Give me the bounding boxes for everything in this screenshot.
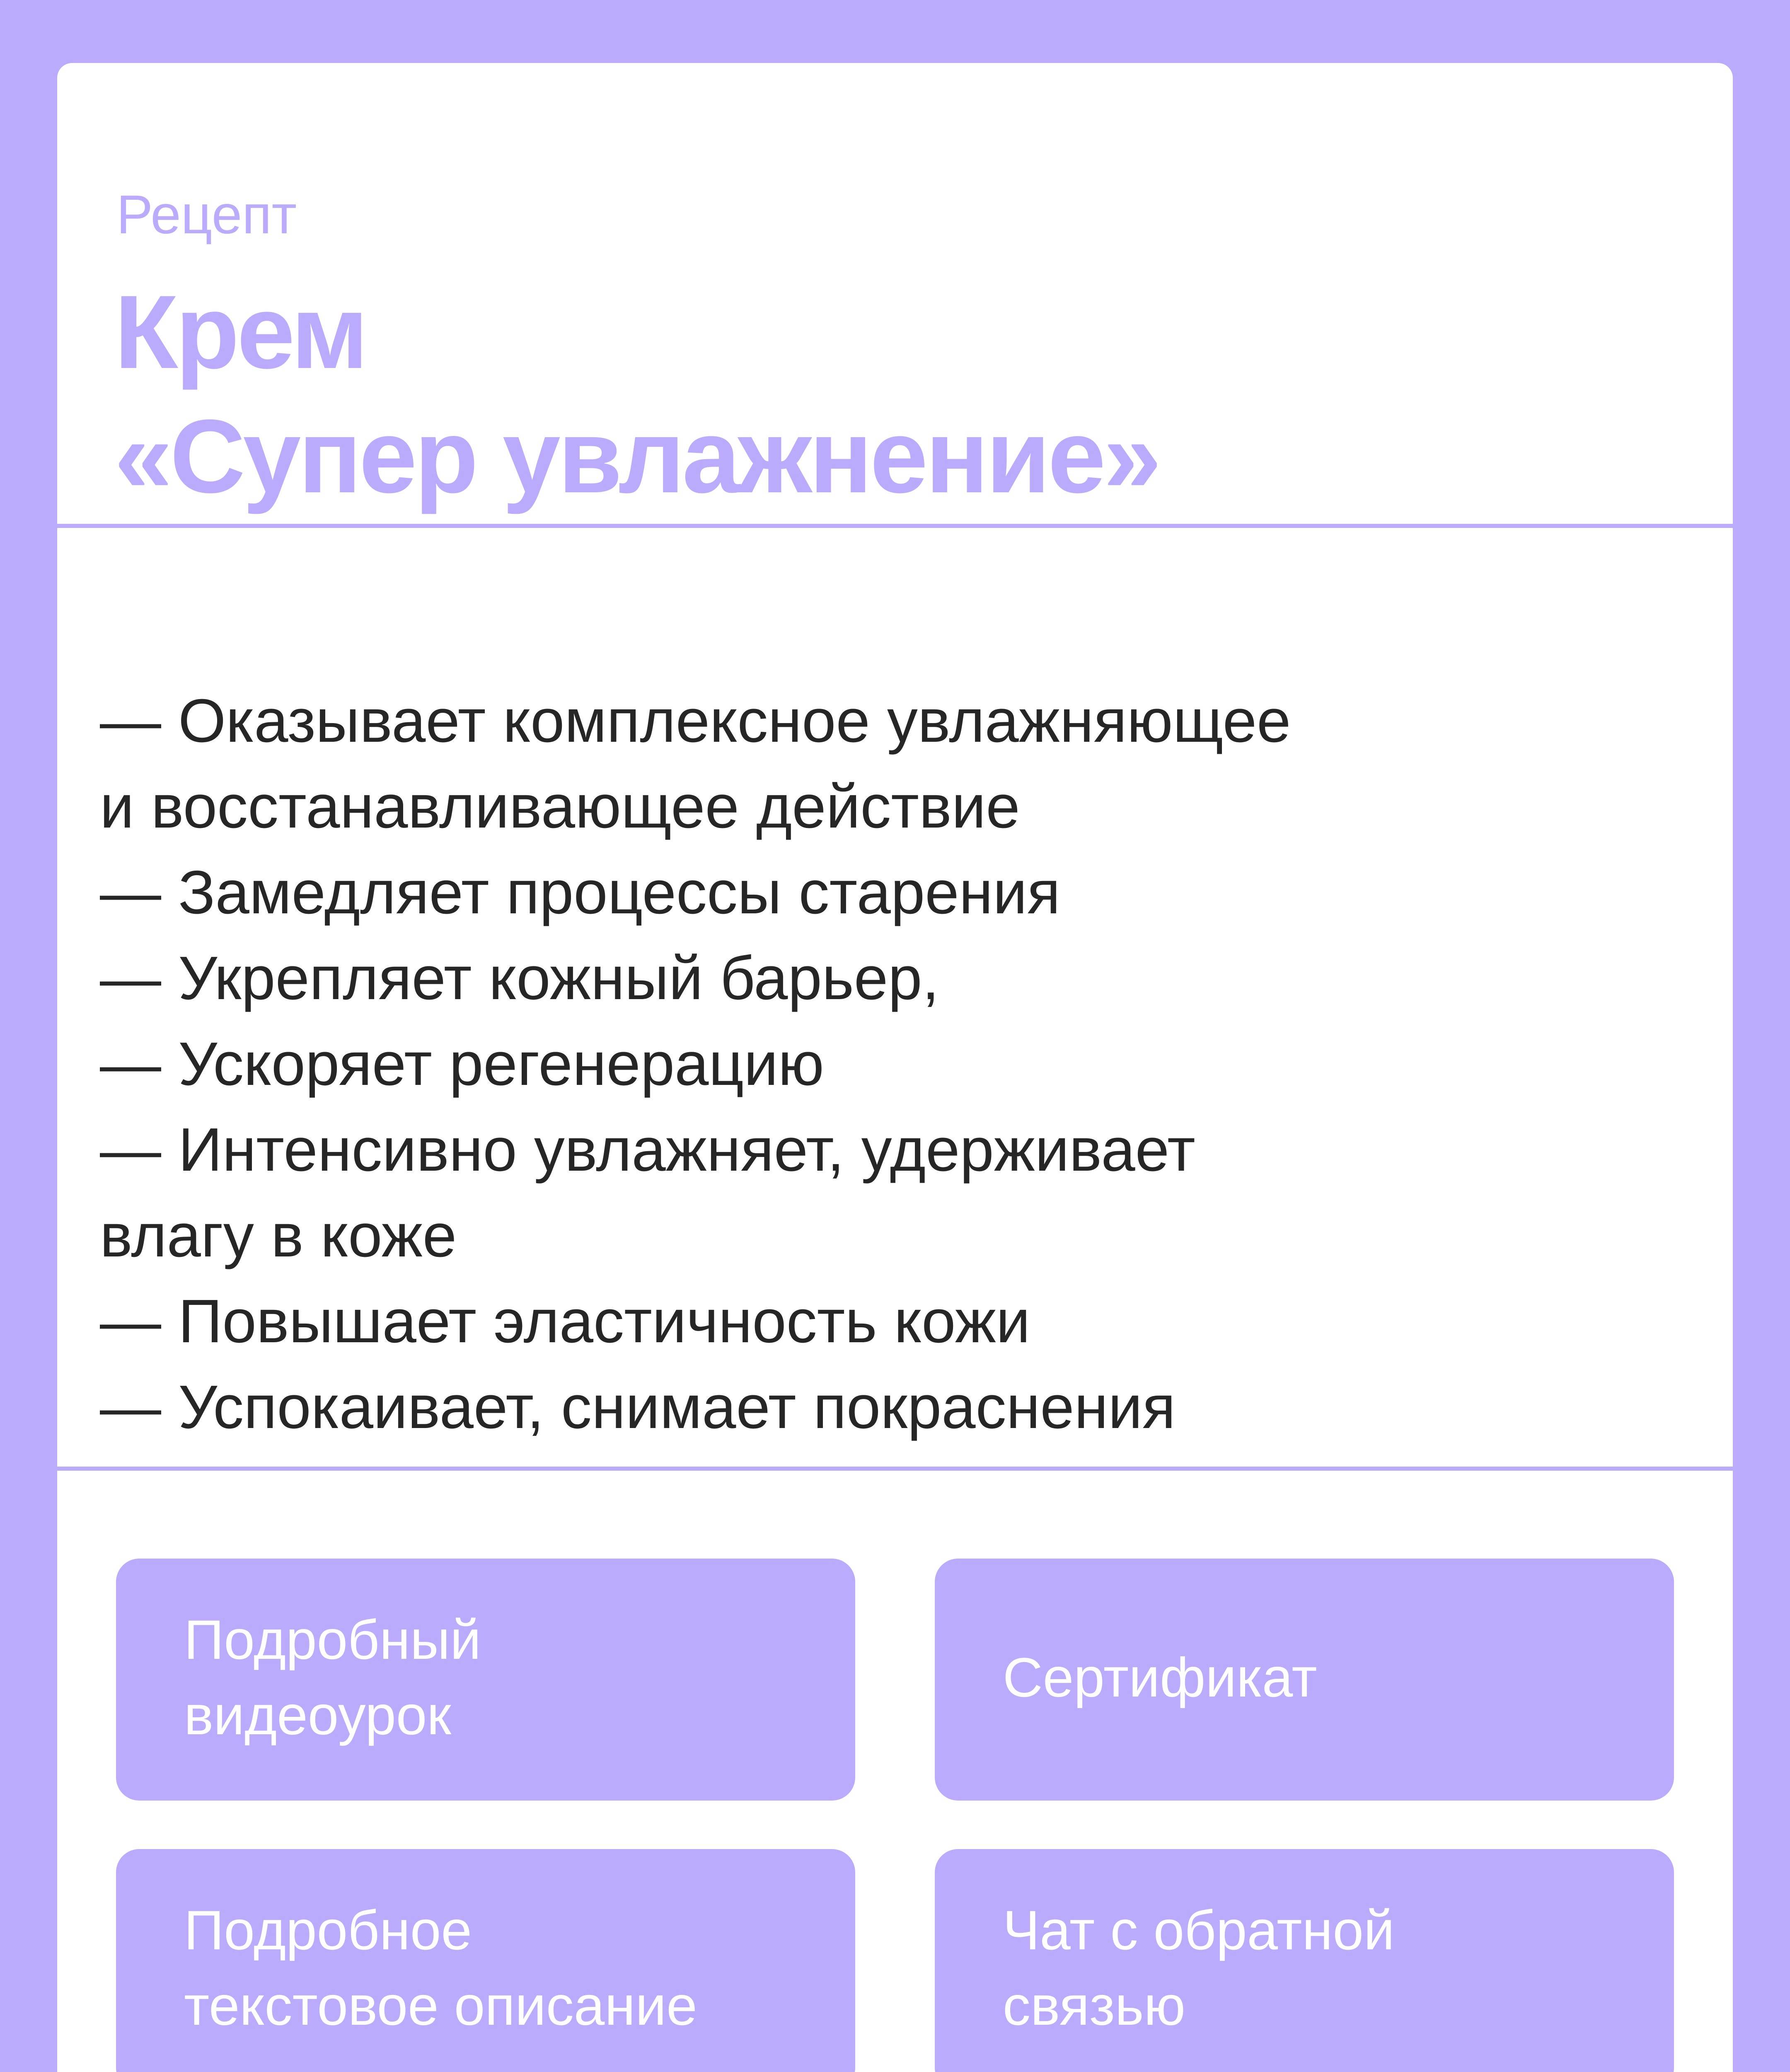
recipe-card: [57, 63, 1733, 2072]
feature-label: Чат с обратной связью: [1003, 1900, 1395, 2037]
benefit-line: — Интенсивно увлажняет, удерживает: [100, 1116, 1195, 1184]
benefit-line: и восстанавливающее действие: [100, 772, 1020, 841]
benefit-line: — Успокаивает, снимает покраснения: [100, 1373, 1176, 1441]
benefits-list: [100, 678, 1291, 1450]
benefit-line: — Повышает эластичность кожи: [100, 1287, 1030, 1356]
recipe-title-line-2: «Супер увлажнение»: [114, 398, 1159, 515]
feature-label: Подробное текстовое описание: [184, 1900, 697, 2037]
feature-video-lesson: [116, 1559, 855, 1801]
feature-certificate: [935, 1559, 1674, 1801]
divider-bottom: [57, 1467, 1733, 1471]
divider-top: [57, 524, 1733, 528]
recipe-title: [114, 270, 1159, 519]
feature-text-description: [116, 1849, 855, 2072]
benefit-line: — Укрепляет кожный барьер,: [100, 944, 939, 1012]
benefit-line: — Ускоряет регенерацию: [100, 1030, 824, 1098]
benefit-line: — Оказывает комплексное увлажняющее: [100, 687, 1291, 755]
feature-label: Подробный видеоурок: [184, 1609, 481, 1746]
feature-feedback-chat: [935, 1849, 1674, 2072]
recipe-title-line-1: Крем: [114, 274, 366, 390]
benefit-line: — Замедляет процессы старения: [100, 858, 1061, 927]
feature-label: Сертификат: [1003, 1647, 1317, 1709]
recipe-eyebrow: Рецепт: [116, 184, 297, 245]
benefit-line: влагу в коже: [100, 1201, 457, 1270]
